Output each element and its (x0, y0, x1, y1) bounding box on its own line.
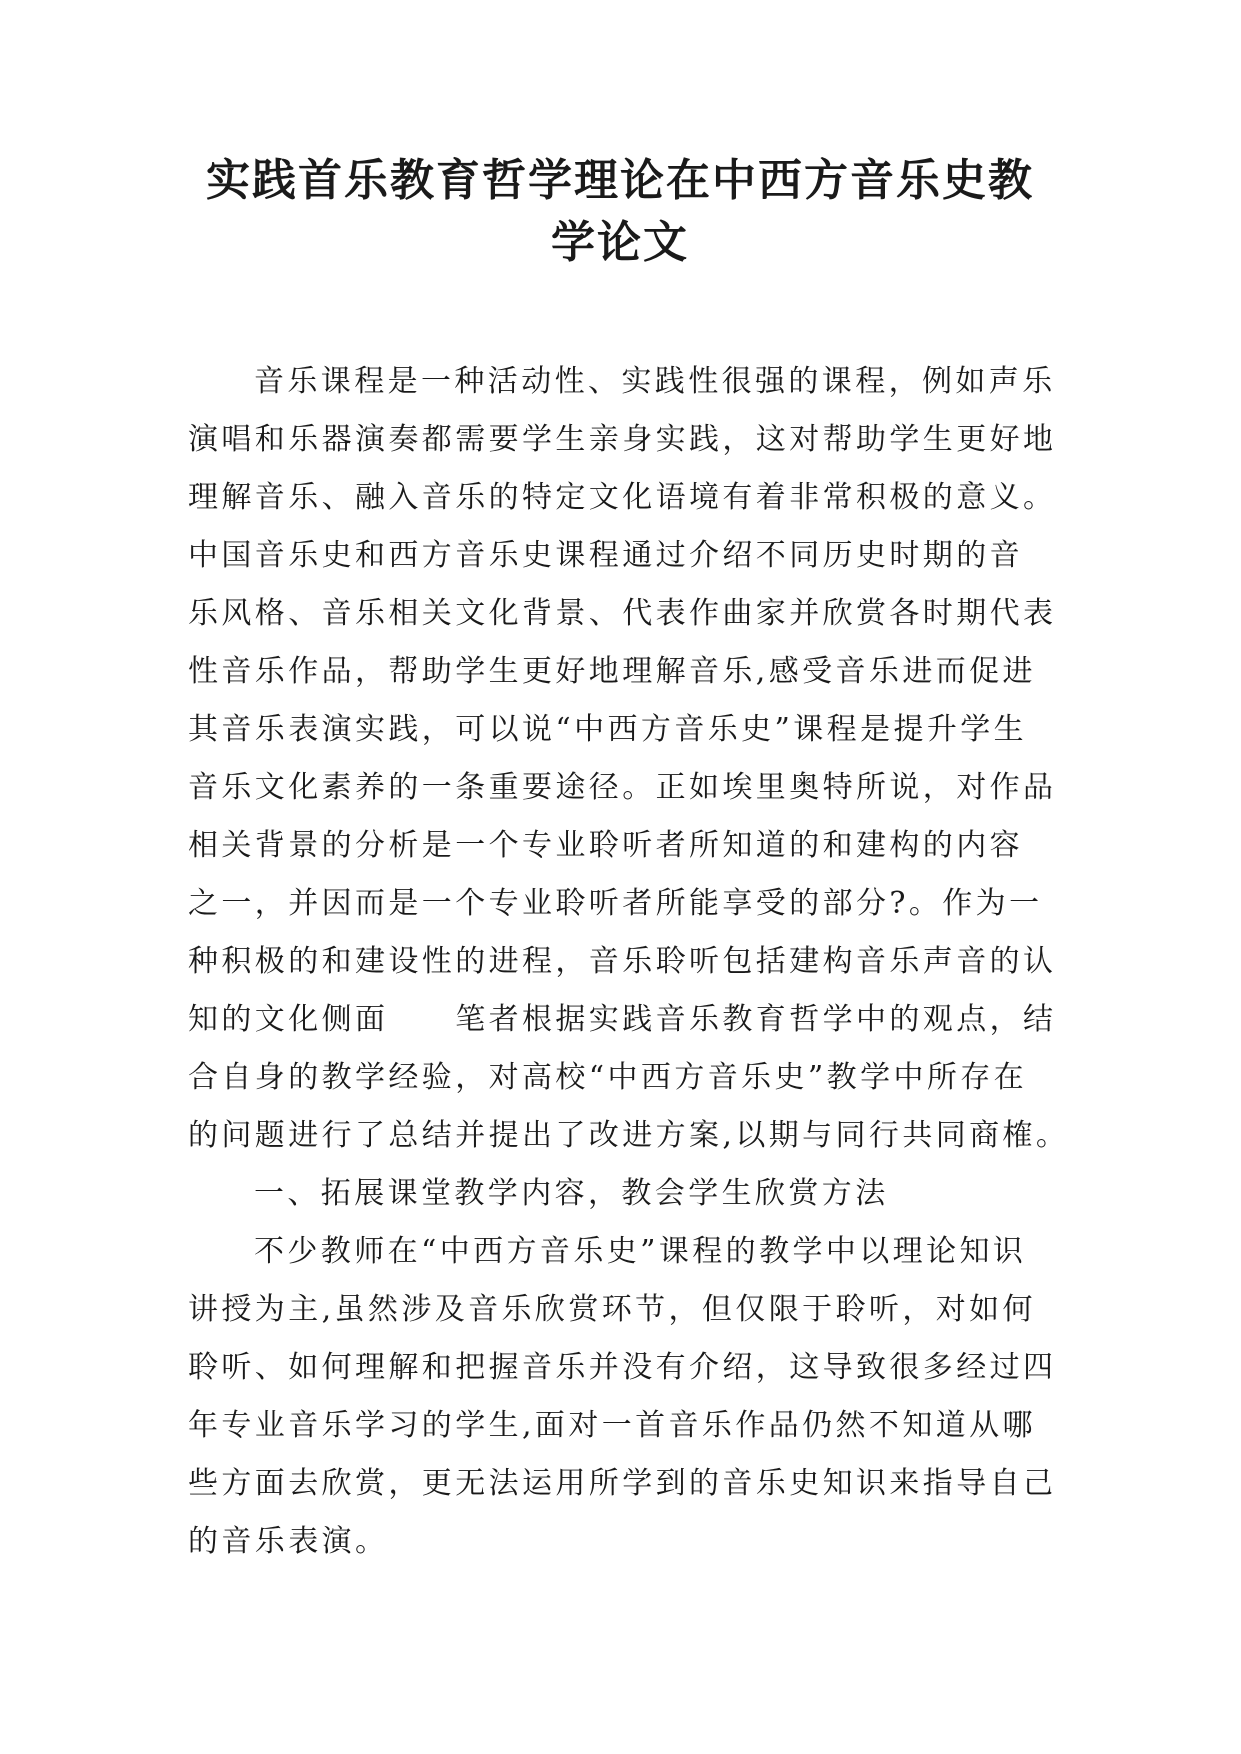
paragraph-line: 音乐课程是一种活动性、实践性很强的课程，例如声乐 (254, 364, 1056, 399)
paragraph-line: 相关背景的分析是一个专业聆听者所知道的和建构的内容 (188, 828, 1023, 863)
paragraph-line: 之一，并因而是一个专业聆听者所能享受的部分?。作为一 (188, 886, 1043, 921)
paragraph-line: 其音乐表演实践，可以说“中西方音乐史”课程是提升学生 (188, 712, 1028, 747)
paragraph-line: 讲授为主,虽然涉及音乐欣赏环节，但仅限于聆听，对如何 (188, 1292, 1036, 1327)
section-heading: 一、拓展课堂教学内容，教会学生欣赏方法 (254, 1176, 889, 1211)
title-line: 实践首乐教育哲学理论在中西方音乐史教 (206, 155, 1034, 206)
document-body (188, 353, 1070, 1571)
paragraph-line: 演唱和乐器演奏都需要学生亲身实践，这对帮助学生更好地 (188, 422, 1057, 457)
paragraph-line: 年专业音乐学习的学生,面对一首音乐作品仍然不知道从哪 (188, 1408, 1036, 1443)
paragraph-line: 种积极的和建设性的进程，音乐聆听包括建构音乐声音的认 (188, 944, 1057, 979)
paragraph-line: 些方面去欣赏，更无法运用所学到的音乐史知识来指导自己 (188, 1466, 1057, 1501)
paragraph-line: 的问题进行了总结并提出了改进方案,以期与同行共同商榷。 (188, 1118, 1070, 1153)
title-line: 学论文 (551, 217, 689, 268)
paragraph-line: 合自身的教学经验，对高校“中西方音乐史”教学中所存在 (188, 1060, 1028, 1095)
paragraph-line: 中国音乐史和西方音乐史课程通过介绍不同历史时期的音 (188, 538, 1023, 573)
paragraph-line: 知的文化侧面 笔者根据实践音乐教育哲学中的观点，结 (188, 1002, 1057, 1037)
paragraph-line: 理解音乐、融入音乐的特定文化语境有着非常积极的意义。 (188, 480, 1057, 515)
paragraph-line: 音乐文化素养的一条重要途径。正如埃里奥特所说，对作品 (188, 770, 1057, 805)
paragraph-line: 性音乐作品，帮助学生更好地理解音乐,感受音乐进而促进 (188, 654, 1036, 689)
paragraph-line: 不少教师在“中西方音乐史”课程的教学中以理论知识 (254, 1234, 1027, 1269)
paragraph-line: 的音乐表演。 (188, 1524, 389, 1559)
paragraph-line: 乐风格、音乐相关文化背景、代表作曲家并欣赏各时期代表 (188, 596, 1057, 631)
document-title (180, 150, 1060, 274)
paragraph-line: 聆听、如何理解和把握音乐并没有介绍，这导致很多经过四 (188, 1350, 1057, 1385)
